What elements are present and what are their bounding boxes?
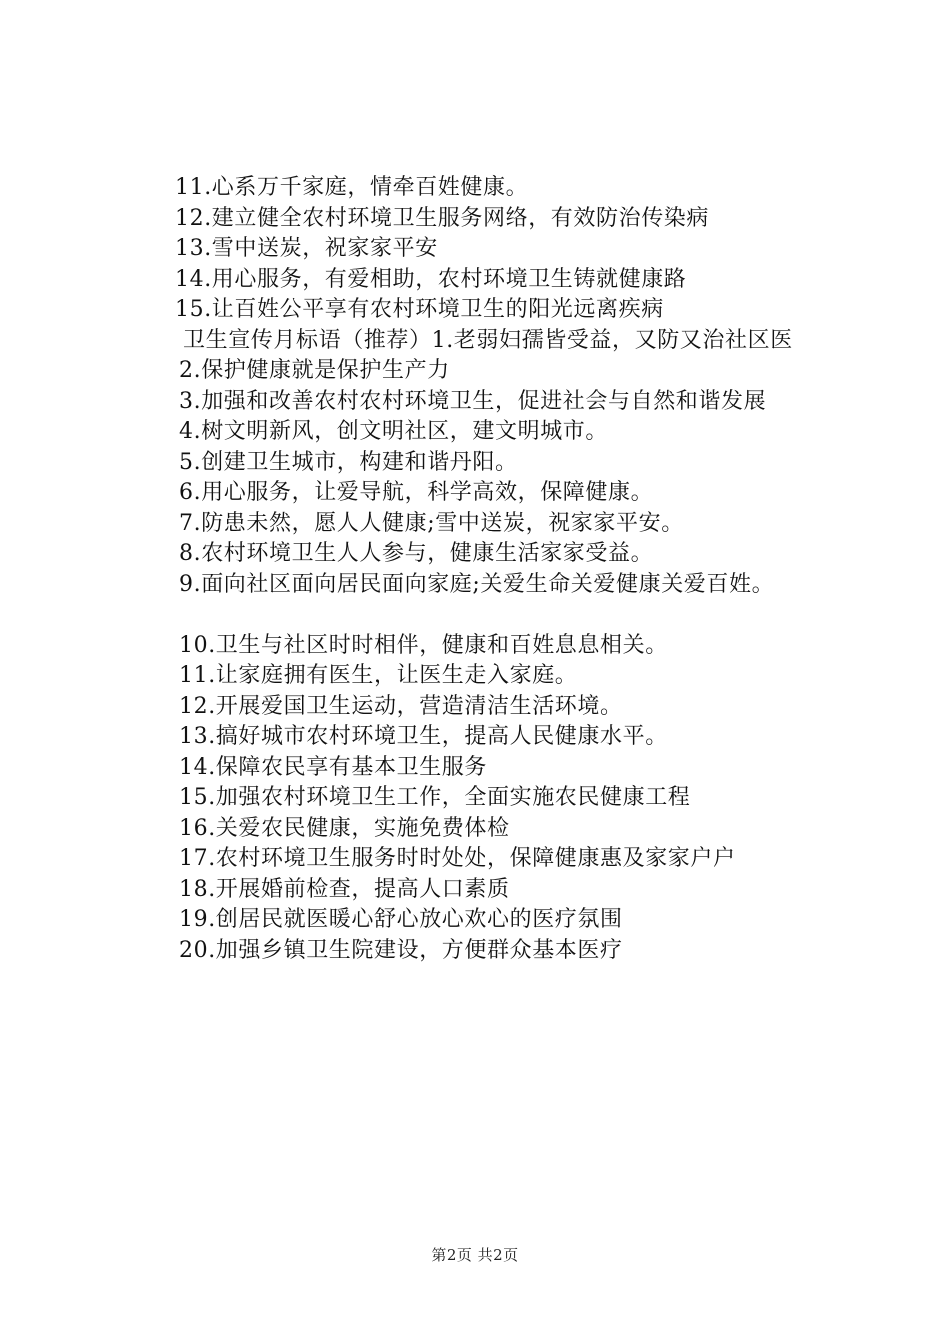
slogan-line: 2.保护健康就是保护生产力 bbox=[179, 358, 450, 383]
slogan-line: 12.开展爱国卫生运动，营造清洁生活环境。 bbox=[179, 693, 623, 719]
slogan-line: 20.加强乡镇卫生院建设，方便群众基本医疗 bbox=[179, 937, 623, 963]
slogan-line: 14.用心服务，有爱相助，农村环境卫生铸就健康路 bbox=[175, 266, 687, 292]
document-body bbox=[130, 173, 850, 966]
blank-line bbox=[130, 600, 850, 631]
slogan-line: 8.农村环境卫生人人参与，健康生活家家受益。 bbox=[179, 541, 654, 566]
section-heading-paragraph: 卫生宣传月标语（推荐）1.老弱妇孺皆受益，又防又治社区医 bbox=[183, 327, 793, 353]
slogan-line: 11.让家庭拥有医生，让医生走入家庭。 bbox=[179, 663, 578, 688]
slogan-line: 19.创居民就医暖心舒心放心欢心的医疗氛围 bbox=[179, 907, 623, 932]
slogan-line: 17.农村环境卫生服务时时处处，保障健康惠及家家户户 bbox=[179, 846, 736, 871]
slogan-line: 6.用心服务，让爱导航，科学高效，保障健康。 bbox=[179, 480, 654, 505]
slogan-line: 13.雪中送炭，祝家家平安 bbox=[175, 236, 438, 261]
slogan-line: 16.关爱农民健康，实施免费体检 bbox=[179, 815, 510, 841]
slogan-line: 11.心系万千家庭，情牵百姓健康。 bbox=[175, 175, 529, 200]
slogan-paragraph: 3.加强和改善农村农村环境卫生，促进社会与自然和谐发展 bbox=[179, 388, 767, 414]
slogan-line: 10.卫生与社区时时相伴，健康和百姓息息相关。 bbox=[179, 632, 668, 658]
slogan-line: 15.加强农村环境卫生工作，全面实施农民健康工程 bbox=[179, 785, 691, 810]
page-footer: 第2页 共2页 bbox=[431, 1246, 519, 1264]
slogan-line: 14.保障农民享有基本卫生服务 bbox=[179, 754, 487, 780]
slogan-line: 9.面向社区面向居民面向家庭;关爱生命关爱健康关爱百姓。 bbox=[179, 571, 775, 597]
slogan-line: 13.搞好城市农村环境卫生，提高人民健康水平。 bbox=[179, 724, 668, 749]
slogan-line: 4.树文明新风，创文明社区，建文明城市。 bbox=[179, 419, 608, 444]
slogan-line: 12.建立健全农村环境卫生服务网络，有效防治传染病 bbox=[175, 205, 709, 231]
slogan-line: 15.让百姓公平享有农村环境卫生的阳光远离疾病 bbox=[175, 297, 664, 322]
slogan-line: 18.开展婚前检查，提高人口素质 bbox=[179, 876, 510, 902]
slogan-line: 5.创建卫生城市，构建和谐丹阳。 bbox=[179, 449, 518, 475]
slogan-line: 7.防患未然，愿人人健康;雪中送炭，祝家家平安。 bbox=[179, 510, 684, 536]
